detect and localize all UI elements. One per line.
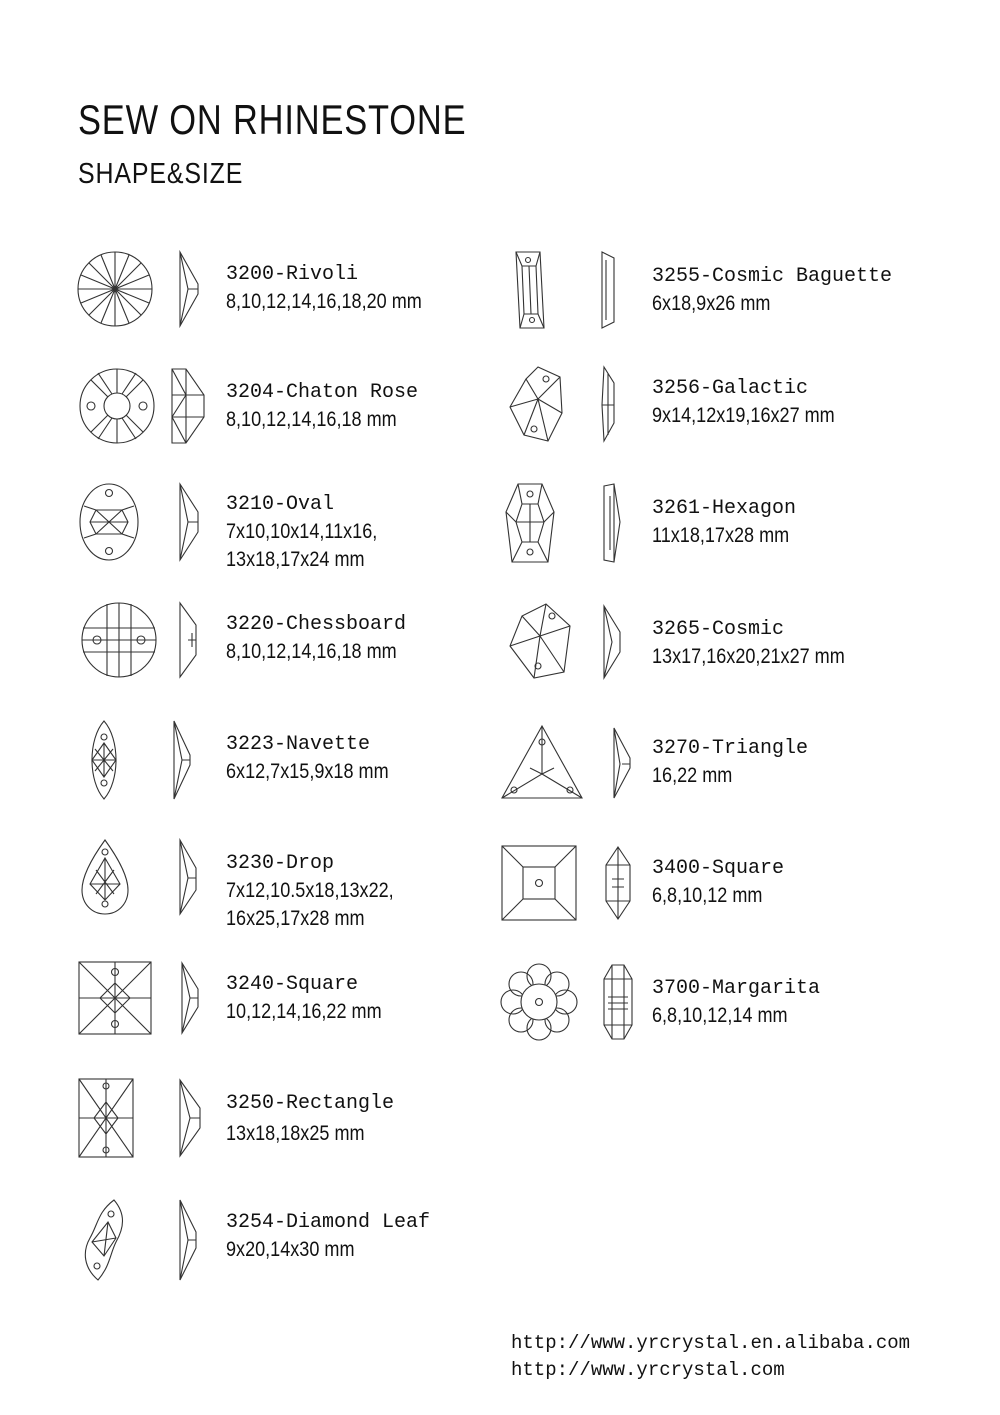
galactic-icon [508, 365, 564, 443]
margarita-icon [500, 963, 578, 1041]
chaton-rose-side-icon [166, 367, 206, 445]
square-icon [78, 961, 152, 1035]
stone-sizes: 7x10,10x14,11x16, [226, 520, 378, 543]
stone-sizes: 9x20,14x30 mm [226, 1238, 355, 1261]
diamond-leaf-side-icon [176, 1198, 200, 1282]
square-side-icon [178, 961, 202, 1035]
rectangle-side-icon [176, 1078, 204, 1158]
drop-side-icon [176, 838, 200, 916]
cosmic-baguette-icon [514, 250, 546, 330]
navette-icon [84, 719, 124, 801]
oval-icon [78, 482, 140, 562]
oval-side-icon [176, 482, 202, 562]
stone-code: 3700-Margarita [652, 977, 821, 1000]
drop-icon [80, 838, 130, 916]
margarita-side-icon [602, 963, 634, 1041]
stone-sizes: 8,10,12,14,16,18 mm [226, 408, 397, 431]
stone-code: 3265-Cosmic [652, 618, 785, 641]
stone-sizes: 6x12,7x15,9x18 mm [226, 760, 389, 783]
stone-code: 3261-Hexagon [652, 497, 797, 520]
rectangle-icon [78, 1078, 134, 1158]
triangle-icon [500, 724, 584, 800]
page-title: SEW ON RHINESTONE [78, 96, 467, 143]
stone-sizes: 8,10,12,14,16,18 mm [226, 640, 397, 663]
cosmic-side-icon [600, 602, 624, 680]
stone-code: 3256-Galactic [652, 377, 809, 400]
rivoli-side-icon [176, 250, 202, 328]
stone-sizes: 6,8,10,12 mm [652, 884, 763, 907]
page-subtitle: SHAPE&SIZE [78, 158, 244, 190]
diamond-leaf-icon [80, 1198, 128, 1282]
stone-sizes: 7x12,10.5x18,13x22, [226, 879, 394, 902]
stone-code: 3255-Cosmic Baguette [652, 265, 893, 288]
hexagon-icon [504, 482, 556, 564]
stone-code: 3223-Navette [226, 733, 371, 756]
rivoli-icon [76, 250, 154, 328]
chessboard-icon [80, 601, 158, 679]
stone-sizes: 13x18,17x24 mm [226, 548, 365, 571]
stone-sizes: 16x25,17x28 mm [226, 907, 365, 930]
stone-code: 3240-Square [226, 973, 359, 996]
stone-code: 3400-Square [652, 857, 785, 880]
stone-sizes: 13x17,16x20,21x27 mm [652, 645, 845, 668]
stone-code: 3220-Chessboard [226, 613, 407, 636]
stone-sizes: 10,12,14,16,22 mm [226, 1000, 382, 1023]
chaton-rose-icon [78, 367, 156, 445]
stone-sizes: 9x14,12x19,16x27 mm [652, 404, 835, 427]
stone-sizes: 8,10,12,14,16,18,20 mm [226, 290, 422, 313]
footer-link-website[interactable]: http://www.yrcrystal.com [511, 1359, 785, 1381]
footer-link-alibaba[interactable]: http://www.yrcrystal.en.alibaba.com [511, 1332, 911, 1354]
cosmic-baguette-side-icon [598, 250, 618, 330]
stone-sizes: 13x18,18x25 mm [226, 1122, 365, 1145]
triangle-side-icon [610, 724, 634, 800]
navette-side-icon [170, 719, 194, 801]
stone-code: 3200-Rivoli [226, 263, 359, 286]
stone-code: 3250-Rectangle [226, 1092, 395, 1115]
stone-code: 3254-Diamond Leaf [226, 1211, 431, 1234]
square-3400-side-icon [604, 845, 632, 921]
stone-sizes: 6x18,9x26 mm [652, 292, 771, 315]
square-3400-icon [501, 845, 577, 921]
hexagon-side-icon [600, 482, 624, 564]
cosmic-icon [508, 602, 574, 680]
footer-links [511, 1330, 910, 1384]
stone-code: 3230-Drop [226, 852, 335, 875]
stone-sizes: 16,22 mm [652, 764, 733, 787]
stone-code: 3210-Oval [226, 493, 335, 516]
stone-code: 3204-Chaton Rose [226, 381, 419, 404]
stone-code: 3270-Triangle [652, 737, 809, 760]
galactic-side-icon [598, 365, 618, 443]
stone-sizes: 6,8,10,12,14 mm [652, 1004, 788, 1027]
stone-sizes: 11x18,17x28 mm [652, 524, 790, 547]
chessboard-side-icon [176, 601, 200, 679]
